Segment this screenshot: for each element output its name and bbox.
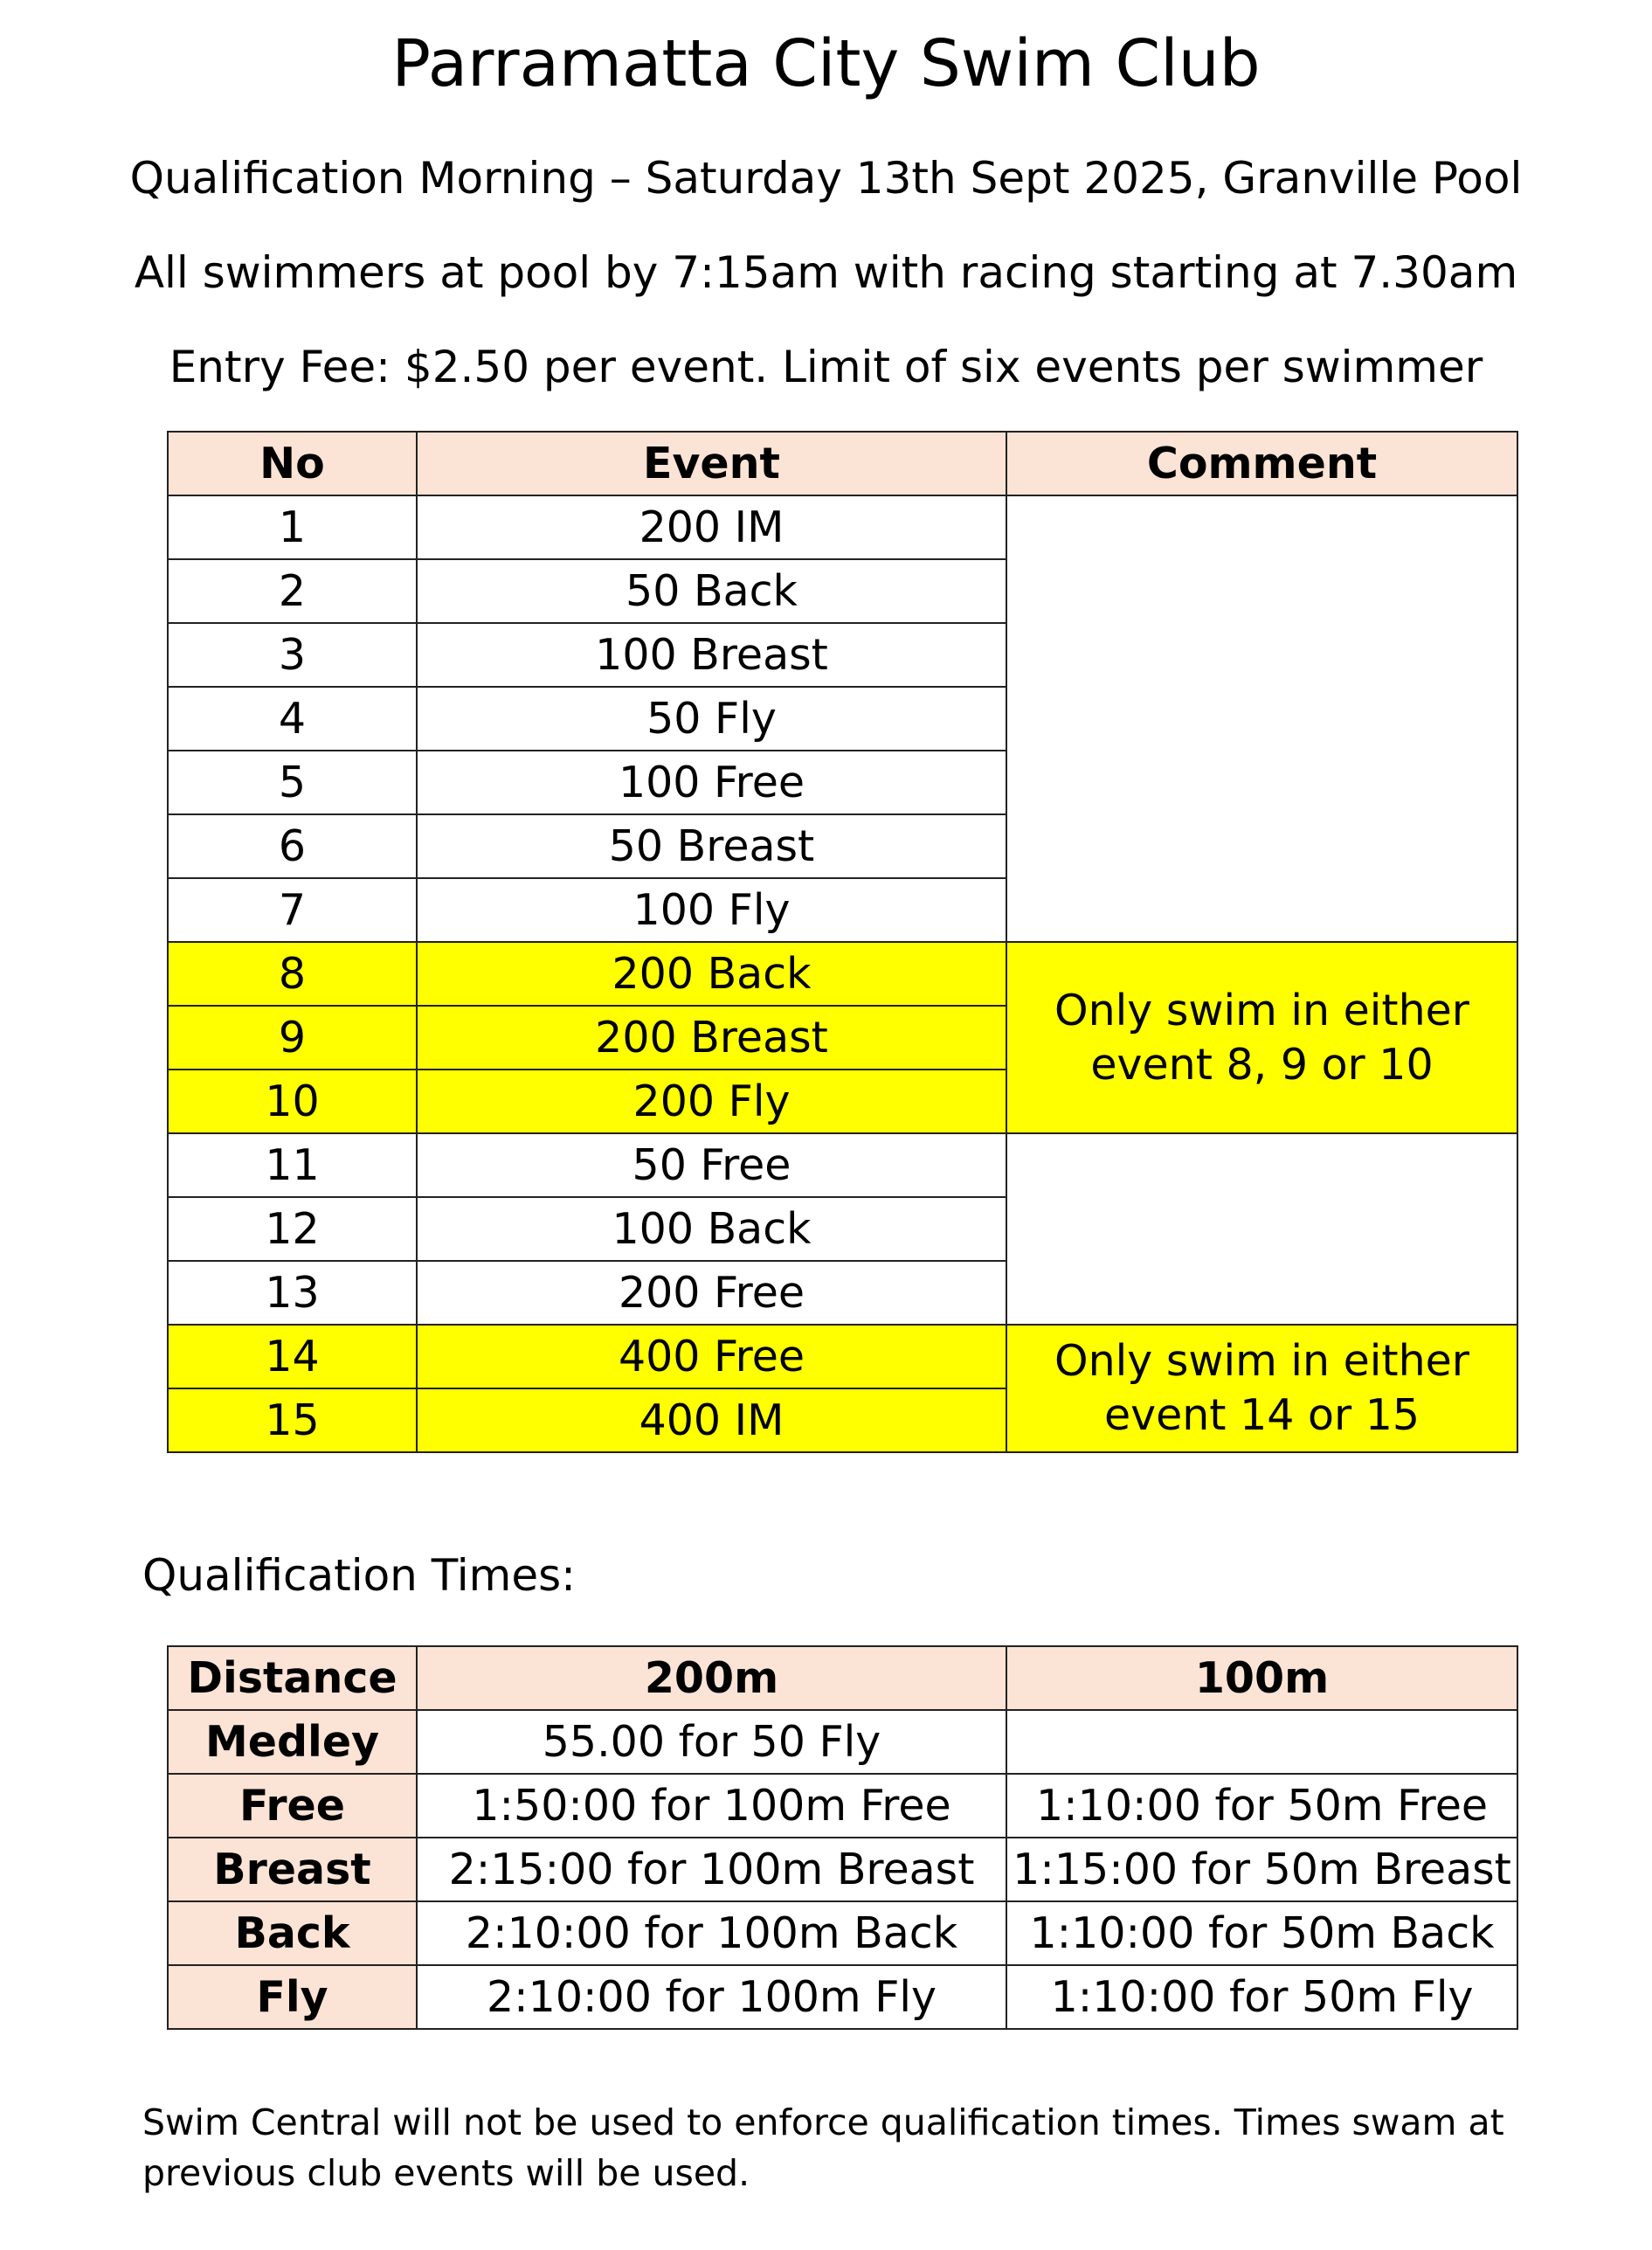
event-no: 4 xyxy=(168,687,417,751)
table-row xyxy=(168,1838,1517,1901)
comment-cell-empty xyxy=(1006,495,1517,942)
stroke-name: Fly xyxy=(168,1965,417,2029)
event-no: 6 xyxy=(168,814,417,878)
qualification-times-label: Qualification Times: xyxy=(142,1550,577,1601)
event-no: 1 xyxy=(168,495,417,559)
table-row xyxy=(168,1901,1517,1965)
header-100m: 100m xyxy=(1006,1646,1517,1710)
comment-events-8-10 xyxy=(1006,942,1517,1133)
table-row-highlighted xyxy=(168,1325,1517,1388)
stroke-name: Breast xyxy=(168,1838,417,1901)
event-name: 100 Fly xyxy=(417,878,1006,942)
event-name: 200 Fly xyxy=(417,1070,1006,1133)
table-row xyxy=(168,1710,1517,1774)
event-no: 13 xyxy=(168,1261,417,1325)
comment-line: event 8, 9 or 10 xyxy=(1090,1039,1434,1090)
time-100m: 1:15:00 for 50m Breast xyxy=(1006,1838,1517,1901)
event-no: 2 xyxy=(168,559,417,623)
comment-line: Only swim in either xyxy=(1054,1336,1469,1386)
stroke-name: Back xyxy=(168,1901,417,1965)
entry-fee-line: Entry Fee: $2.50 per event. Limit of six events per swimmer xyxy=(169,342,1483,392)
event-name: 400 IM xyxy=(417,1388,1006,1452)
event-name: 50 Fly xyxy=(417,687,1006,751)
stroke-name: Medley xyxy=(168,1710,417,1774)
event-name: 100 Free xyxy=(417,751,1006,814)
event-name: 200 Back xyxy=(417,942,1006,1006)
event-name: 50 Breast xyxy=(417,814,1006,878)
comment-line: event 14 or 15 xyxy=(1103,1390,1420,1440)
event-no: 3 xyxy=(168,623,417,687)
header-event: Event xyxy=(417,432,1006,495)
comment-cell-empty xyxy=(1006,1133,1517,1325)
event-name: 100 Breast xyxy=(417,623,1006,687)
events-header-row xyxy=(168,432,1517,495)
event-no: 15 xyxy=(168,1388,417,1452)
table-row xyxy=(168,495,1517,559)
time-100m: 1:10:00 for 50m Fly xyxy=(1006,1965,1517,2029)
event-no: 10 xyxy=(168,1070,417,1133)
event-no: 5 xyxy=(168,751,417,814)
qualification-times-table xyxy=(167,1645,1518,2030)
event-no: 8 xyxy=(168,942,417,1006)
table-row xyxy=(168,1774,1517,1838)
time-200m: 2:10:00 for 100m Back xyxy=(417,1901,1006,1965)
time-200m: 2:10:00 for 100m Fly xyxy=(417,1965,1006,2029)
header-200m: 200m xyxy=(417,1646,1006,1710)
header-comment: Comment xyxy=(1006,432,1517,495)
meet-info-line: Qualification Morning – Saturday 13th Sept 2025, Granville Pool xyxy=(129,153,1523,204)
event-no: 11 xyxy=(168,1133,417,1197)
event-name: 50 Back xyxy=(417,559,1006,623)
table-row xyxy=(168,1133,1517,1197)
event-name: 50 Free xyxy=(417,1133,1006,1197)
event-no: 14 xyxy=(168,1325,417,1388)
table-row-highlighted xyxy=(168,942,1517,1006)
comment-events-14-15 xyxy=(1006,1325,1517,1452)
qual-header-row xyxy=(168,1646,1517,1710)
table-row xyxy=(168,1965,1517,2029)
event-name: 200 Breast xyxy=(417,1006,1006,1070)
page-title: Parramatta City Swim Club xyxy=(391,26,1261,101)
time-100m: 1:10:00 for 50m Back xyxy=(1006,1901,1517,1965)
event-name: 200 Free xyxy=(417,1261,1006,1325)
event-name: 100 Back xyxy=(417,1197,1006,1261)
event-name: 400 Free xyxy=(417,1325,1006,1388)
time-200m: 1:50:00 for 100m Free xyxy=(417,1774,1006,1838)
time-100m: 1:10:00 for 50m Free xyxy=(1006,1774,1517,1838)
stroke-name: Free xyxy=(168,1774,417,1838)
header-no: No xyxy=(168,432,417,495)
time-200m: 55.00 for 50 Fly xyxy=(417,1710,1006,1774)
event-no: 7 xyxy=(168,878,417,942)
footnote: Swim Central will not be used to enforce qualification times. Times swam at previous club events will be used. xyxy=(142,2101,1504,2194)
event-name: 200 IM xyxy=(417,495,1006,559)
arrival-time-line: All swimmers at pool by 7:15am with racing starting at 7.30am xyxy=(134,247,1518,298)
header-distance: Distance xyxy=(168,1646,417,1710)
time-100m xyxy=(1006,1710,1517,1774)
comment-line: Only swim in either xyxy=(1054,985,1469,1035)
event-no: 12 xyxy=(168,1197,417,1261)
time-200m: 2:15:00 for 100m Breast xyxy=(417,1838,1006,1901)
events-table xyxy=(167,431,1518,1453)
event-no: 9 xyxy=(168,1006,417,1070)
